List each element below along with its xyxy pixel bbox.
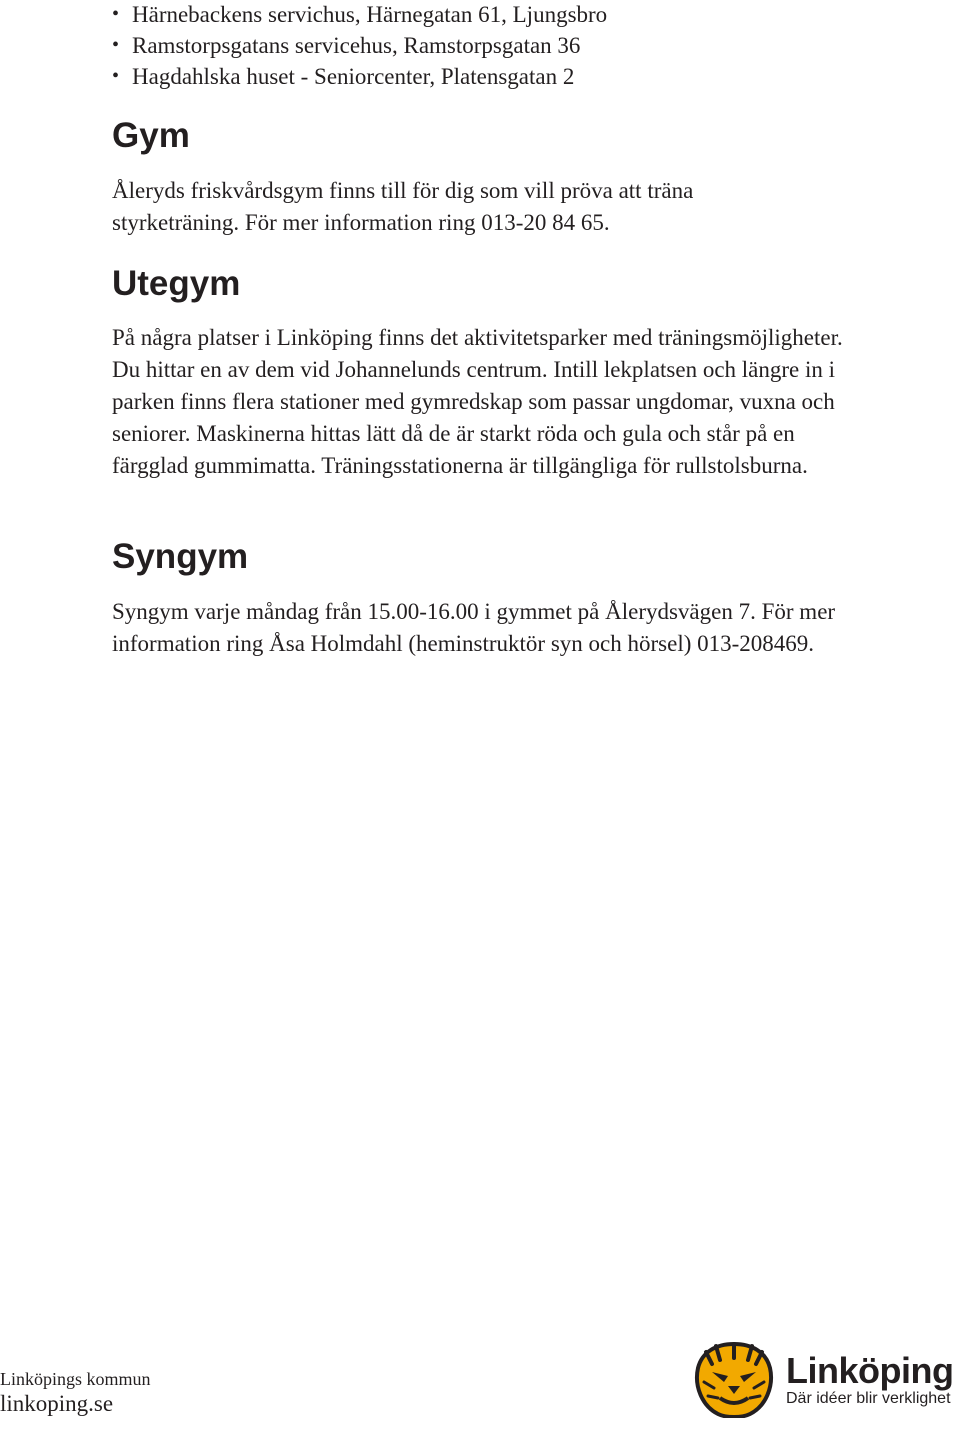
bullet-icon: • (112, 65, 120, 87)
gym-heading: Gym (112, 116, 190, 155)
list-item: • Ramstorpsgatans servicehus, Ramstorpsgatan 36 (112, 30, 607, 61)
footer (0, 1368, 151, 1418)
lion-icon (694, 1342, 774, 1418)
organization-name: Linköpings kommun (0, 1369, 151, 1389)
linkoping-logo (694, 1342, 953, 1418)
logo-slogan: Där idéer blir verklighet (786, 1390, 951, 1407)
bullet-icon: • (112, 34, 120, 56)
website-link[interactable]: linkoping.se (0, 1391, 114, 1416)
gym-text: Åleryds friskvårdsgym finns till för dig som vill pröva att träna styrketräning. För mer information ring 013-20 84 65. (112, 178, 694, 235)
utegym-heading: Utegym (112, 264, 241, 303)
syngym-heading: Syngym (112, 537, 249, 576)
logo-text (786, 1352, 953, 1408)
bullet-icon: • (112, 3, 120, 25)
syngym-text: Syngym varje måndag från 15.00-16.00 i gymmet på Ålerydsvägen 7. För mer information ring Åsa Holmdahl (heminstruktör syn och hörsel) 013-208469. (112, 599, 836, 656)
location-list (112, 0, 607, 92)
logo-name: Linköping (786, 1350, 954, 1391)
list-item: • Hagdahlska huset - Seniorcenter, Platensgatan 2 (112, 61, 607, 92)
list-item: • Härnebackens servichus, Härnegatan 61, Ljungsbro (112, 0, 607, 30)
utegym-text: På några platser i Linköping finns det aktivitetsparker med träningsmöjligheter. Du hittar en av dem vid Johannelunds centrum. Intill lekplatsen och längre in i parken finns flera stationer med gymredskap som passar ungdomar, vuxna och seniorer. Maskinerna hittas lätt då de är starkt röda och gula och står på en färgglad gummimatta. Träningsstationerna är tillgängliga för rullstolsburna. (112, 325, 843, 478)
